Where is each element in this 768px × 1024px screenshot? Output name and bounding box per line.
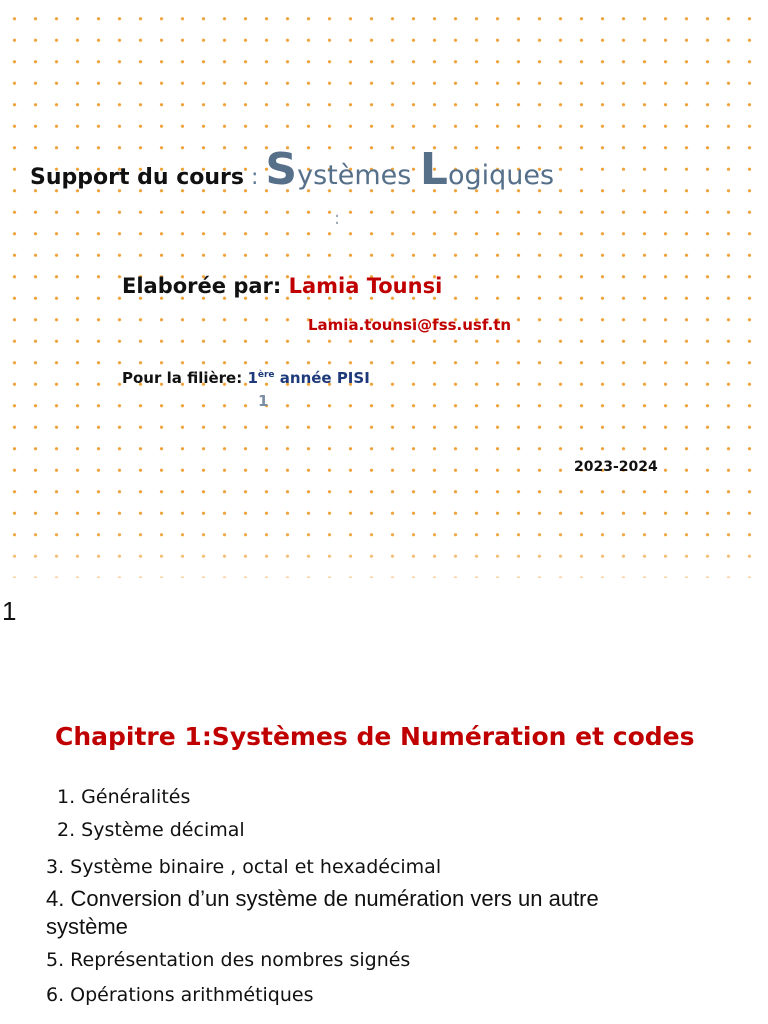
filiere-line: [122, 369, 370, 387]
course-title-initial-s: S: [265, 144, 298, 195]
filiere-superscript: ère: [257, 370, 275, 380]
course-title-part1: ystèmes: [297, 160, 420, 191]
filiere-number: 1: [247, 369, 258, 387]
filiere-extra: 1: [258, 392, 269, 410]
course-title: [30, 144, 554, 195]
author-name: Lamia Tounsi: [288, 274, 443, 298]
author-email: Lamia.tounsi@fss.usf.tn: [308, 316, 512, 334]
course-title-main: [265, 144, 555, 195]
academic-year: 2023-2024: [574, 459, 658, 475]
toc-item-systeme-binaire: 3. Système binaire , octal et hexadécimal: [46, 856, 442, 878]
course-title-initial-l: L: [419, 144, 448, 195]
toc-item-conversion: 4. Conversion d’un système de numération vers un autre système: [46, 886, 599, 939]
slide-fade: [0, 530, 768, 578]
chapter-title: Chapitre 1:Systèmes de Numération et codes: [55, 722, 695, 751]
filiere-program: année PISI: [274, 369, 370, 387]
page-number: 1: [2, 596, 17, 626]
toc-item-operations: 6. Opérations arithmétiques: [46, 984, 314, 1006]
subtitle-colon: :: [334, 208, 341, 229]
author-line: [122, 274, 442, 298]
toc-item-systeme-decimal: 2. Système décimal: [57, 819, 245, 841]
author-label: Elaborée par:: [122, 274, 289, 298]
course-title-prefix: Support du cours: [30, 165, 244, 190]
filiere-label: Pour la filière:: [122, 369, 248, 387]
toc-item-generalites: 1. Généralités: [57, 786, 191, 808]
toc-item-nombres-signes: 5. Représentation des nombres signés: [46, 949, 411, 971]
course-title-colon: :: [243, 165, 266, 190]
course-title-part2: ogiques: [447, 160, 555, 191]
filiere-value: [247, 369, 369, 387]
